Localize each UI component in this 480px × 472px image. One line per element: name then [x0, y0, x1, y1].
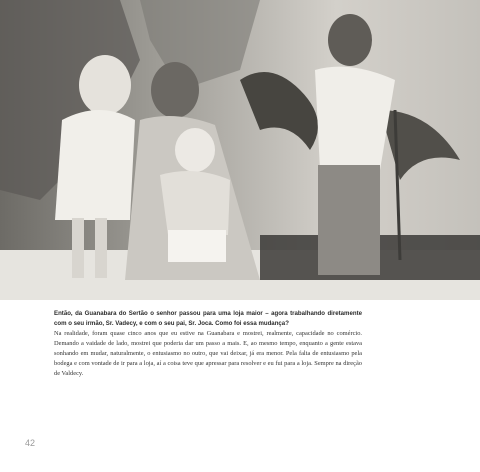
- interview-text: [54, 309, 362, 379]
- interview-question: Então, da Guanabara do Sertão o senhor passou para uma loja maior – agora trabalhando diretamente com o seu irmão, Sr. Vadecy, e com o seu pai, Sr. Joca. Como foi essa mudança?: [54, 310, 362, 327]
- page-number: 42: [25, 438, 36, 448]
- interview-answer: Na realidade, foram quase cinco anos que eu estive na Guanabara e mostrei, realmente, capacidade no comércio. Demando a vaidade de lado, mostrei que poderia dar um passo a mais. E, ao mesmo tempo, enquanto a gente estava sonhando em mudar, naturalmente, o entusiasmo no outro, que vai deixar, já era menor. Pela falta de entusiasmo pela bodega e com vontade de ir para a loja, aí a coisa teve que apressar para resolver e eu fui para a loja. Sempre na direção de Valdecy.: [54, 330, 362, 377]
